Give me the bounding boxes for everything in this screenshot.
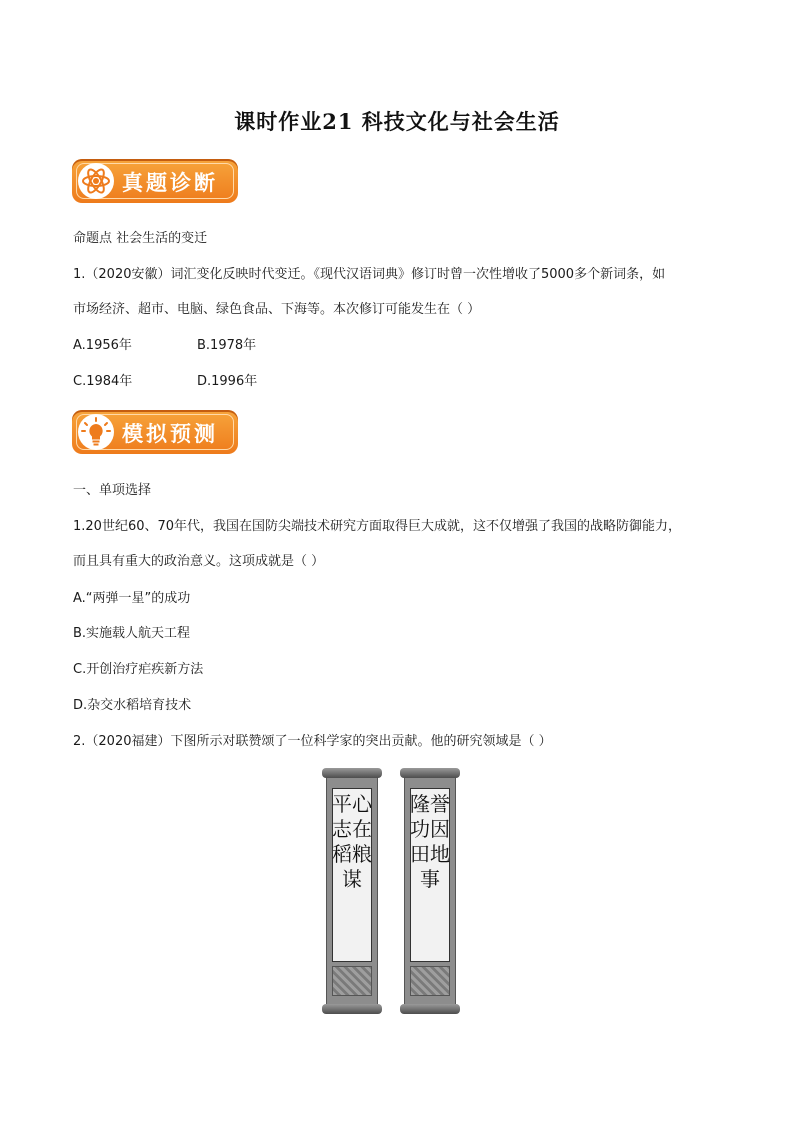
option-a: A.1956年 xyxy=(73,338,132,353)
page-title: 课时作业21 科技文化与社会生活 xyxy=(234,109,560,134)
question-text: 1.（2020安徽）词汇变化反映时代变迁。《现代汉语词典》修订时曾一次性增收了5000多个新词条，如 xyxy=(73,267,666,282)
question-text: 1.20世纪60、70年代，我国在国防尖端技术研究方面取得巨大成就，这不仅增强了我国的战略防御能力， xyxy=(73,519,682,534)
couplet-right-text: 隆誉功因田地事 xyxy=(410,792,450,891)
option-a: A.“两弹一星”的成功 xyxy=(73,591,191,606)
couplet-scroll-left xyxy=(324,768,380,1014)
section-heading: 一、单项选择 xyxy=(73,483,152,498)
question-text: 而且具有重大的政治意义。这项成就是（ ） xyxy=(73,554,325,569)
option-c: C.1984年 xyxy=(73,374,133,389)
option-d: D.杂交水稻培育技术 xyxy=(73,698,192,713)
badge-label: 真题诊断 xyxy=(122,171,218,195)
option-d: D.1996年 xyxy=(197,374,258,389)
question-text: 2.（2020福建）下图所示对联赞颂了一位科学家的突出贡献。他的研究领域是（ ） xyxy=(73,734,552,749)
option-b: B.实施载人航天工程 xyxy=(73,626,191,641)
option-b: B.1978年 xyxy=(197,338,257,353)
question-text: 市场经济、超市、电脑、绿色食品、下海等。本次修订可能发生在（ ） xyxy=(73,302,481,317)
atom-icon xyxy=(80,165,112,197)
lightbulb-icon xyxy=(80,416,112,448)
couplet-scroll-right xyxy=(402,768,458,1014)
option-c: C.开创治疗疟疾新方法 xyxy=(73,662,204,677)
badge-label: 模拟预测 xyxy=(122,422,218,446)
couplet-left-text: 平心志在稻粮谋 xyxy=(332,792,372,891)
section-heading: 命题点 社会生活的变迁 xyxy=(73,231,208,246)
section-badge-zhenti xyxy=(72,159,238,203)
section-badge-moni xyxy=(72,410,238,454)
